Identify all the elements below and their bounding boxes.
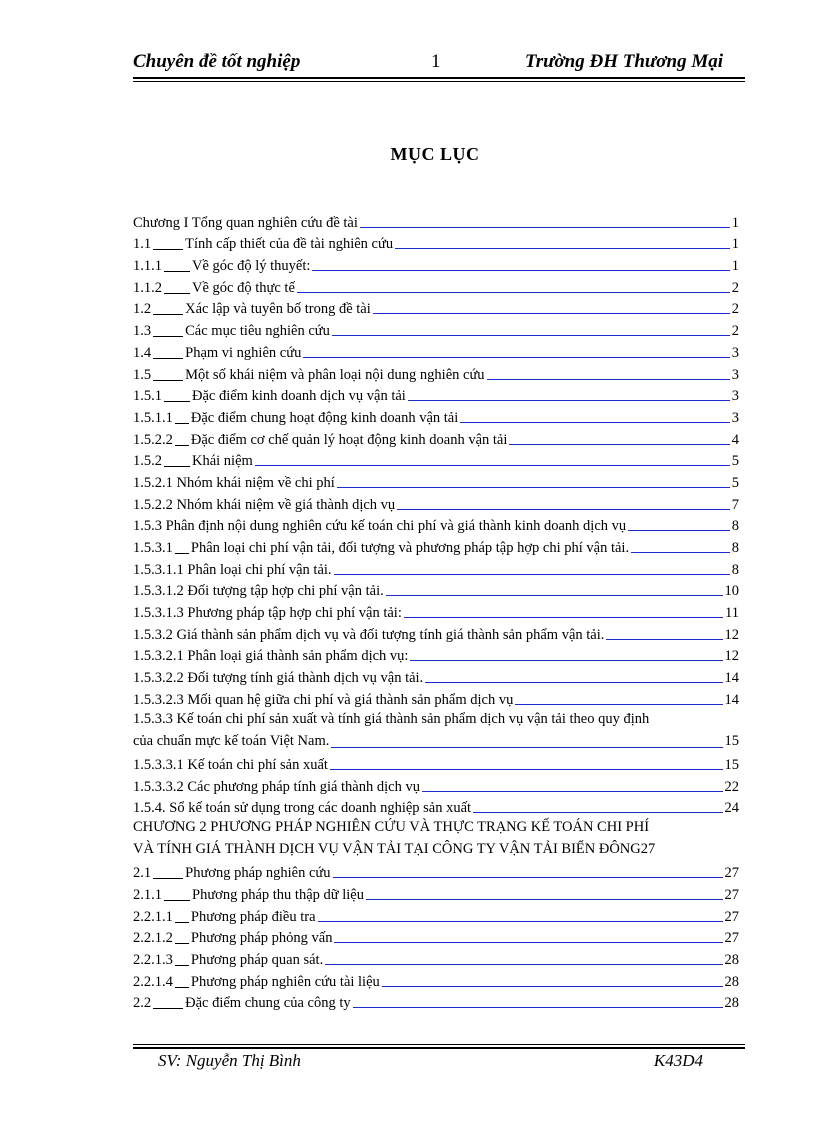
toc-entry-chapter-2[interactable] (133, 817, 739, 860)
toc-leader (460, 422, 729, 423)
toc-leader (331, 747, 722, 748)
toc-page-number: 5 (731, 474, 739, 491)
toc-number-separator (153, 248, 183, 250)
toc-entry[interactable] (133, 449, 739, 471)
toc-leader (408, 400, 730, 401)
toc-entry-text: Tính cấp thiết của đề tài nghiên cứu (185, 236, 394, 253)
toc-entry[interactable] (133, 687, 739, 709)
toc-entry-label (133, 930, 332, 947)
toc-leader (404, 617, 723, 618)
toc-page-number: 15 (724, 732, 739, 749)
toc-page-number: 3 (731, 344, 739, 361)
toc-leader (382, 986, 723, 987)
toc-leader (397, 509, 730, 510)
toc-entry-text: Chương I Tổng quan nghiên cứu đề tài (133, 214, 358, 231)
toc-entry[interactable] (133, 622, 739, 644)
toc-entry-label (133, 540, 629, 557)
toc-page-number: 27 (724, 930, 739, 947)
toc-entry[interactable] (133, 297, 739, 319)
toc-leader (334, 574, 730, 575)
toc-entry-text: Phương pháp thu thập dữ liệu (192, 887, 364, 904)
toc-page-number: 8 (731, 561, 739, 578)
toc-leader (360, 227, 730, 228)
toc-entry[interactable] (133, 535, 739, 557)
toc-leader (373, 313, 730, 314)
toc-entry-label (133, 475, 335, 492)
toc-page-number: 12 (724, 626, 739, 643)
toc-entry-label (133, 909, 316, 926)
table-of-contents (133, 210, 739, 1012)
toc-entry[interactable] (133, 253, 739, 275)
toc-entry[interactable] (133, 384, 739, 406)
toc-entry[interactable] (133, 210, 739, 232)
toc-entry-number: 1.1 (133, 236, 152, 253)
toc-leader (318, 921, 723, 922)
toc-entry-text-line2: của chuẩn mực kế toán Việt Nam. (133, 732, 330, 749)
toc-leader (515, 704, 722, 705)
toc-entry-label (133, 410, 458, 427)
toc-entry-label (133, 367, 485, 384)
toc-entry-text: Phạm vi nghiên cứu (185, 344, 302, 361)
toc-entry[interactable] (133, 275, 739, 297)
toc-entry[interactable] (133, 232, 739, 254)
toc-entry-text: Về góc độ thực tế (192, 279, 295, 296)
toc-page-number: 1 (731, 258, 739, 275)
toc-entry-label (133, 627, 604, 644)
toc-entry-text: 1.5.3.1.2 Đối tượng tập hợp chi phí vận tải. (133, 583, 384, 600)
toc-leader (473, 812, 722, 813)
toc-leader (353, 1007, 723, 1008)
toc-page-number: 27 (724, 887, 739, 904)
toc-leader (425, 682, 722, 683)
toc-entry-number: 2.1 (133, 865, 152, 882)
toc-leader (297, 292, 730, 293)
toc-page-number: 2 (731, 301, 739, 318)
toc-number-separator (164, 400, 190, 402)
toc-page-number: 28 (724, 973, 739, 990)
toc-page-number: 3 (731, 388, 739, 405)
toc-entry[interactable] (133, 665, 739, 687)
toc-entry[interactable] (133, 340, 739, 362)
toc-entry-label (133, 215, 358, 232)
toc-entry-text: 1.5.3.2.3 Mối quan hệ giữa chi phí và giá thành sản phẩm dịch vụ (133, 691, 514, 708)
toc-number-separator (164, 292, 190, 294)
toc-page-number: 14 (724, 670, 739, 687)
toc-entry[interactable] (133, 991, 739, 1013)
toc-entry[interactable] (133, 774, 739, 796)
toc-leader (333, 877, 723, 878)
toc-number-separator (153, 379, 183, 381)
toc-entry[interactable] (133, 600, 739, 622)
toc-entry-label (133, 345, 301, 362)
toc-entry[interactable] (133, 644, 739, 666)
toc-page-number: 2 (731, 323, 739, 340)
toc-leader (395, 248, 730, 249)
toc-leader (303, 357, 729, 358)
toc-entry[interactable] (133, 904, 739, 926)
toc-entry[interactable] (133, 882, 739, 904)
toc-entry-label (133, 432, 507, 449)
toc-entry-text: 1.5.3.2.2 Đối tượng tính giá thành dịch vụ vận tải. (133, 670, 424, 687)
toc-entry-text: Các mục tiêu nghiên cứu (185, 323, 330, 340)
toc-page-number: 8 (731, 540, 739, 556)
toc-entry-text: Xác lập và tuyên bố trong đề tài (185, 301, 371, 318)
toc-page-number: 24 (724, 800, 739, 817)
toc-entry-text: Về góc độ lý thuyết: (192, 258, 311, 275)
footer-class-code: K43D4 (653, 1051, 703, 1070)
toc-entry[interactable] (133, 579, 739, 601)
toc-leader (255, 465, 730, 466)
toc-entry[interactable] (133, 969, 739, 991)
toc-leader (509, 444, 729, 445)
toc-entry-number: 2.2.1.1 (133, 908, 173, 925)
toc-page-number: 2 (731, 279, 739, 296)
toc-page-number: 4 (731, 431, 739, 448)
toc-entry-text: 1.5.3.1.3 Phương pháp tập hợp chi phí vận tải: (133, 605, 402, 622)
toc-leader (386, 595, 723, 596)
toc-leader (422, 791, 723, 792)
footer-student-name: SV: Nguyễn Thị Bình (158, 1051, 301, 1070)
chapter2-title-line1: CHƯƠNG 2 PHƯƠNG PHÁP NGHIÊN CỨU VÀ THỰC TRẠNG KẾ TOÁN CHI PHÍ (133, 819, 650, 836)
toc-entry-label (133, 258, 310, 275)
toc-entry-label (133, 865, 331, 882)
toc-page-number: 12 (724, 648, 739, 665)
toc-entry[interactable] (133, 557, 739, 579)
header-document-type: Chuyên đề tốt nghiệp (133, 51, 301, 72)
header-rule (133, 77, 745, 82)
toc-number-separator (175, 986, 189, 988)
toc-entry-label (133, 648, 408, 665)
toc-number-separator (164, 899, 190, 901)
toc-entry-label (133, 301, 371, 318)
toc-entry-text: Phương pháp quan sát. (190, 952, 324, 969)
toc-entry[interactable] (133, 362, 739, 384)
toc-number-separator (175, 921, 189, 923)
page-header (133, 51, 745, 77)
toc-number-separator (175, 422, 189, 424)
toc-entry-label (133, 974, 380, 991)
toc-entry-text: Đặc điểm kinh doanh dịch vụ vận tải (192, 388, 406, 405)
toc-number-separator (175, 942, 189, 944)
toc-entry-label (133, 779, 420, 796)
toc-entry[interactable] (133, 405, 739, 427)
toc-number-separator (153, 335, 183, 337)
toc-entry-number: 1.5.3.1 (133, 540, 173, 556)
toc-number-separator (164, 270, 190, 272)
toc-entry-number: 2.2 (133, 995, 152, 1012)
toc-page-number: 3 (731, 409, 739, 426)
toc-entry-text: Phương pháp nghiên cứu tài liệu (190, 973, 380, 990)
toc-entry-number: 1.5.1.1 (133, 409, 173, 426)
toc-entry-number: 1.5 (133, 366, 152, 383)
toc-page-number: 27 (724, 865, 739, 882)
toc-entry-text: Phương pháp nghiên cứu (185, 865, 331, 882)
toc-entry-text: 1.5.2.2 Nhóm khái niệm về giá thành dịch vụ (133, 496, 396, 513)
toc-leader (366, 899, 723, 900)
toc-number-separator (175, 444, 189, 446)
toc-entry-number: 1.4 (133, 344, 152, 361)
chapter2-title-line2: VÀ TÍNH GIÁ THÀNH DỊCH VỤ VẬN TẢI TẠI CÔNG TY VẬN TẢI BIỂN ĐÔNG (133, 840, 641, 857)
toc-entry-label (133, 236, 393, 253)
toc-entry-text: Đặc điểm chung hoạt động kinh doanh vận tải (190, 409, 459, 426)
toc-page-number: 10 (724, 583, 739, 600)
toc-entry-number: 1.1.1 (133, 258, 162, 275)
toc-entry-wrapped[interactable] (133, 709, 739, 752)
toc-entry[interactable] (133, 926, 739, 948)
toc-entry-label (133, 757, 328, 774)
toc-page-number: 5 (731, 453, 739, 470)
toc-number-separator (153, 357, 183, 359)
toc-entry-text: Phương pháp phỏng vấn (190, 930, 333, 947)
toc-entry[interactable] (133, 492, 739, 514)
toc-entry-number: 2.2.1.3 (133, 952, 173, 969)
toc-page-number: 22 (724, 778, 739, 795)
toc-page-number: 27 (640, 840, 656, 857)
toc-entry-text: 1.5.3.2.1 Phân loại giá thành sản phẩm dịch vụ: (133, 648, 409, 665)
toc-leader (330, 769, 723, 770)
toc-page-number: 28 (724, 952, 739, 969)
toc-leader (325, 964, 722, 965)
toc-entry-label (133, 388, 406, 405)
toc-entry-label (133, 995, 351, 1012)
toc-entry-text: Đặc điểm cơ chế quản lý hoạt động kinh doanh vận tải (190, 431, 508, 448)
toc-number-separator (175, 964, 189, 966)
toc-entry-label (133, 280, 295, 297)
toc-leader (334, 942, 722, 943)
toc-entry-label (133, 518, 626, 535)
toc-page-number: 1 (731, 236, 739, 253)
toc-page-number: 7 (731, 496, 739, 513)
toc-entry[interactable] (133, 514, 739, 536)
toc-page-number: 1 (731, 214, 739, 231)
toc-page-number: 28 (724, 995, 739, 1012)
toc-entry-number: 2.2.1.4 (133, 973, 173, 990)
footer-rule (133, 1044, 745, 1049)
toc-entry-number: 1.5.2.2 (133, 431, 173, 448)
toc-entry-number: 2.1.1 (133, 887, 162, 904)
toc-entry[interactable] (133, 318, 739, 340)
header-page-number: 1 (431, 51, 441, 72)
toc-page-number: 11 (725, 605, 739, 622)
toc-entry-number: 1.5.2 (133, 453, 162, 470)
toc-entry[interactable] (133, 427, 739, 449)
toc-entry-number: 2.2.1.2 (133, 930, 173, 947)
toc-entry-label (133, 670, 423, 687)
toc-entry-number: 1.5.1 (133, 388, 162, 405)
toc-leader (410, 660, 722, 661)
header-university: Trường ĐH Thương Mại (524, 51, 723, 72)
toc-entry-label (133, 323, 330, 340)
toc-page-number: 8 (731, 518, 739, 535)
toc-page-number: 14 (724, 691, 739, 708)
toc-number-separator (153, 313, 183, 315)
toc-entry-text: Khái niệm (192, 453, 253, 470)
toc-leader (332, 335, 730, 336)
toc-entry-label (133, 562, 332, 579)
toc-entry-text: Một số khái niệm và phân loại nội dung nghiên cứu (185, 366, 485, 383)
toc-entry[interactable] (133, 947, 739, 969)
toc-entry-label (133, 692, 513, 709)
toc-number-separator (153, 1007, 183, 1009)
page-title: MỤC LỤC (390, 144, 480, 164)
toc-entry-text: 1.5.3 Phân định nội dung nghiên cứu kế toán chi phí và giá thành kinh doanh dịch vụ (133, 518, 627, 535)
toc-entry-text: 1.5.3.3.1 Kế toán chi phí sản xuất (133, 756, 328, 773)
toc-entry-text: Đặc điểm chung của công ty (185, 995, 351, 1012)
toc-entry-label (133, 800, 471, 817)
toc-entry-text: 1.5.3.3.2 Các phương pháp tính giá thành dịch vụ (133, 778, 420, 795)
toc-entry-label (133, 497, 395, 514)
toc-page-number: 15 (724, 756, 739, 773)
toc-entry-text: 1.5.3.1.1 Phân loại chi phí vận tải. (133, 561, 332, 578)
toc-entry-number: 1.2 (133, 301, 152, 318)
toc-entry-label (133, 583, 384, 600)
toc-entry-label (133, 453, 253, 470)
toc-leader (606, 639, 722, 640)
toc-entry-text: 1.5.4. Sổ kế toán sử dụng trong các doanh nghiệp sản xuất (133, 800, 472, 817)
toc-entry-text: Phân loại chi phí vận tải, đối tượng và phương pháp tập hợp chi phí vận tải. (190, 540, 630, 556)
toc-leader (312, 270, 729, 271)
toc-number-separator (175, 552, 189, 554)
toc-entry-text: Phương pháp điều tra (190, 908, 316, 925)
toc-page-number: 27 (724, 908, 739, 925)
toc-entry[interactable] (133, 861, 739, 883)
toc-entry-label (133, 952, 323, 969)
toc-entry[interactable] (133, 752, 739, 774)
toc-entry-label (133, 887, 364, 904)
toc-entry-label (133, 605, 402, 622)
toc-leader (631, 552, 730, 553)
toc-leader (487, 379, 730, 380)
toc-entry[interactable] (133, 470, 739, 492)
toc-leader (628, 530, 730, 531)
toc-entry-number: 1.3 (133, 323, 152, 340)
toc-entry-text: 1.5.2.1 Nhóm khái niệm về chi phí (133, 474, 335, 491)
toc-entry[interactable] (133, 796, 739, 818)
toc-leader (337, 487, 730, 488)
toc-entry-number: 1.1.2 (133, 279, 162, 296)
toc-page-number: 3 (731, 366, 739, 383)
toc-number-separator (153, 877, 183, 879)
toc-entry-text: 1.5.3.2 Giá thành sản phẩm dịch vụ và đối tượng tính giá thành sản phẩm vận tải. (133, 626, 605, 643)
toc-number-separator (164, 465, 190, 467)
toc-entry-text-line1: 1.5.3.3 Kế toán chi phí sản xuất và tính giá thành sản phẩm dịch vụ vận tải theo quy định (133, 710, 650, 727)
